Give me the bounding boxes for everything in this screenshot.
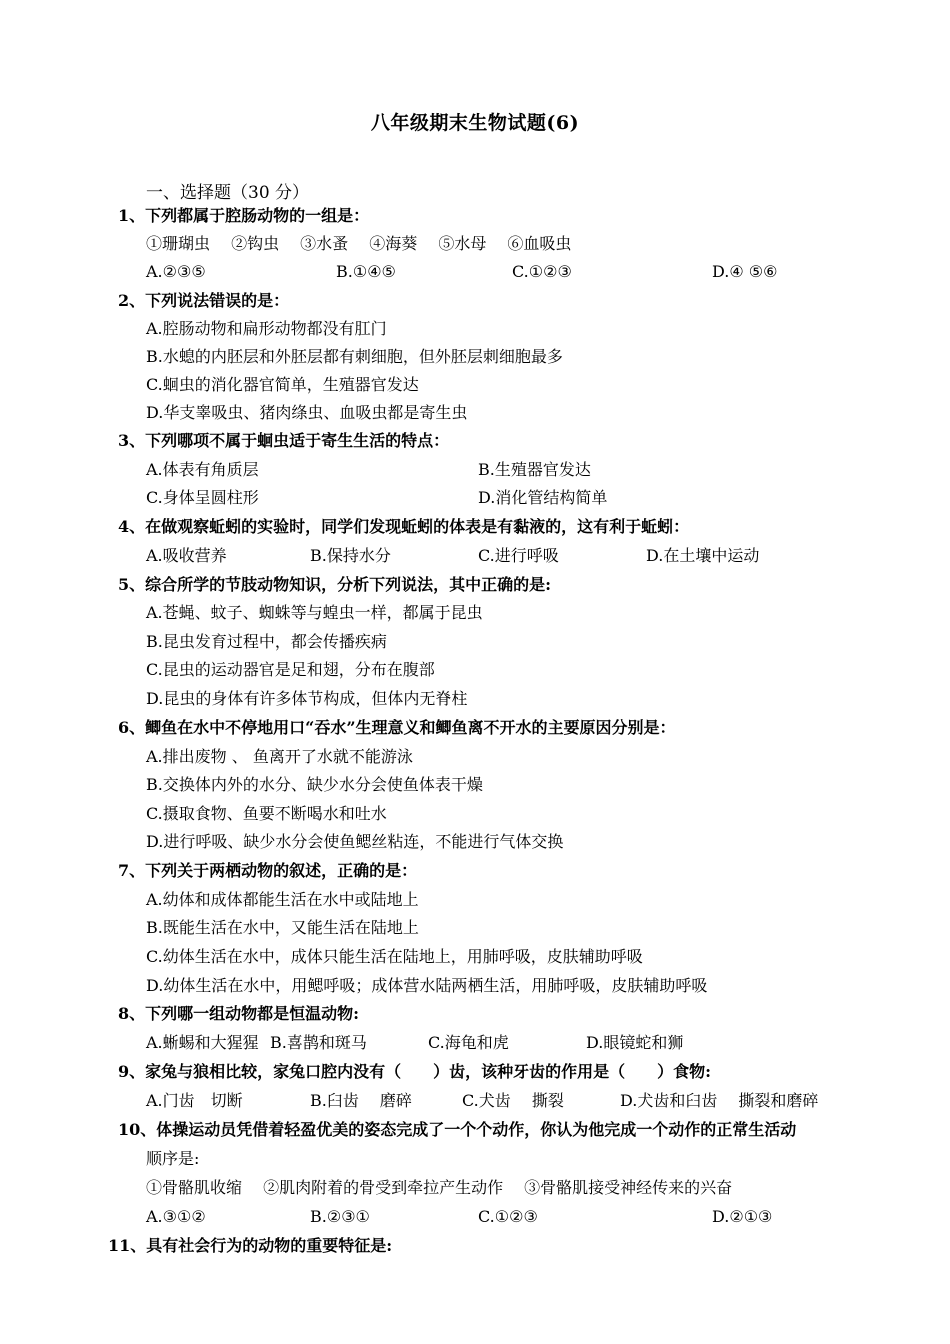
question-8-option-b: B.喜鹊和斑马 [270, 1033, 367, 1052]
question-2-option-d: D.华支睾吸虫、猪肉绦虫、血吸虫都是寄生虫 [146, 403, 468, 422]
question-7-option-c: C.幼体生活在水中，成体只能生活在陆地上，用肺呼吸，皮肤辅助呼吸 [146, 947, 643, 966]
question-10-items: ①骨骼肌收缩 ②肌肉附着的骨受到牵拉产生动作 ③骨骼肌接受神经传来的兴奋 [146, 1178, 733, 1197]
question-9-option-c: C.犬齿 撕裂 [462, 1091, 564, 1110]
question-7-option-b: B.既能生活在水中，又能生活在陆地上 [146, 918, 419, 937]
question-8-option-c: C.海龟和虎 [428, 1033, 509, 1052]
question-3-option-b: B.生殖器官发达 [478, 460, 591, 479]
question-1-option-a: A.②③⑤ [146, 262, 206, 281]
question-4-option-b: B.保持水分 [310, 546, 391, 565]
question-9-option-a: A.门齿 切断 [146, 1091, 243, 1110]
question-10-option-d: D.②①③ [712, 1207, 773, 1226]
question-2-option-b: B.水螅的内胚层和外胚层都有刺细胞，但外胚层刺细胞最多 [146, 347, 563, 366]
question-10-option-c: C.①②③ [478, 1207, 538, 1226]
question-6-stem: 6、鲫鱼在水中不停地用口“吞水”生理意义和鲫鱼离不开水的主要原因分别是： [118, 718, 676, 737]
question-4-option-a: A.吸收营养 [146, 546, 227, 565]
question-2-stem: 2、下列说法错误的是： [118, 291, 290, 310]
question-1-option-c: C.①②③ [512, 262, 572, 281]
question-3-option-c: C.身体呈圆柱形 [146, 488, 259, 507]
question-1-items: ①珊瑚虫 ②钩虫 ③水蚤 ④海葵 ⑤水母 ⑥血吸虫 [146, 234, 572, 253]
section-heading: 一、选择题（30 分） [146, 183, 310, 203]
question-3-stem: 3、下列哪项不属于蛔虫适于寄生生活的特点： [118, 431, 450, 450]
question-10-stem-continued: 顺序是: [146, 1149, 200, 1168]
question-9-option-b: B.臼齿 磨碎 [310, 1091, 412, 1110]
question-7-option-a: A.幼体和成体都能生活在水中或陆地上 [146, 890, 419, 909]
question-10-option-a: A.③①② [146, 1207, 206, 1226]
question-5-option-a: A.苍蝇、蚊子、蜘蛛等与蝗虫一样，都属于昆虫 [146, 603, 483, 622]
question-1-option-d: D.④ ⑤⑥ [712, 262, 778, 281]
question-4-option-d: D.在土壤中运动 [646, 546, 760, 565]
question-9-option-d: D.犬齿和臼齿 撕裂和磨碎 [620, 1091, 819, 1110]
question-8-stem: 8、下列哪一组动物都是恒温动物: [118, 1004, 360, 1023]
question-3-option-d: D.消化管结构简单 [478, 488, 608, 507]
question-6-option-a: A.排出废物 、 鱼离开了水就不能游泳 [146, 747, 413, 766]
question-7-option-d: D.幼体生活在水中，用鳃呼吸；成体营水陆两栖生活，用肺呼吸，皮肤辅助呼吸 [146, 976, 708, 995]
question-8-option-a: A.蜥蜴和大猩猩 [146, 1033, 259, 1052]
question-5-stem: 5、综合所学的节肢动物知识，分析下列说法，其中正确的是: [118, 575, 552, 594]
question-8-option-d: D.眼镜蛇和狮 [586, 1033, 684, 1052]
question-9-stem: 9、家兔与狼相比较，家兔口腔内没有（ ）齿，该种牙齿的作用是（ ）食物: [118, 1062, 712, 1081]
question-5-option-c: C.昆虫的运动器官是足和翅，分布在腹部 [146, 660, 435, 679]
question-5-option-d: D.昆虫的身体有许多体节构成，但体内无脊柱 [146, 689, 468, 708]
question-10-stem: 10、体操运动员凭借着轻盈优美的姿态完成了一个个动作，你认为他完成一个动作的正常生活动 [118, 1120, 797, 1139]
page-title: 八年级期末生物试题(6) [370, 112, 580, 134]
question-2-option-c: C.蛔虫的消化器官简单，生殖器官发达 [146, 375, 419, 394]
question-3-option-a: A.体表有角质层 [146, 460, 259, 479]
question-4-stem: 4、在做观察蚯蚓的实验时，同学们发现蚯蚓的体表是有黏液的，这有利于蚯蚓： [118, 517, 690, 536]
question-11-stem: 11、具有社会行为的动物的重要特征是: [108, 1236, 393, 1255]
question-2-option-a: A.腔肠动物和扁形动物都没有肛门 [146, 319, 387, 338]
question-5-option-b: B.昆虫发育过程中，都会传播疾病 [146, 632, 387, 651]
question-10-option-b: B.②③① [310, 1207, 370, 1226]
question-6-option-b: B.交换体内外的水分、缺少水分会使鱼体表干燥 [146, 775, 483, 794]
question-1-stem: 1、下列都属于腔肠动物的一组是： [118, 206, 370, 225]
question-6-option-d: D.进行呼吸、缺少水分会使鱼鳃丝粘连，不能进行气体交换 [146, 832, 564, 851]
question-7-stem: 7、下列关于两栖动物的叙述，正确的是： [118, 861, 418, 880]
question-4-option-c: C.进行呼吸 [478, 546, 559, 565]
question-6-option-c: C.摄取食物、鱼要不断喝水和吐水 [146, 804, 387, 823]
question-1-option-b: B.①④⑤ [336, 262, 396, 281]
